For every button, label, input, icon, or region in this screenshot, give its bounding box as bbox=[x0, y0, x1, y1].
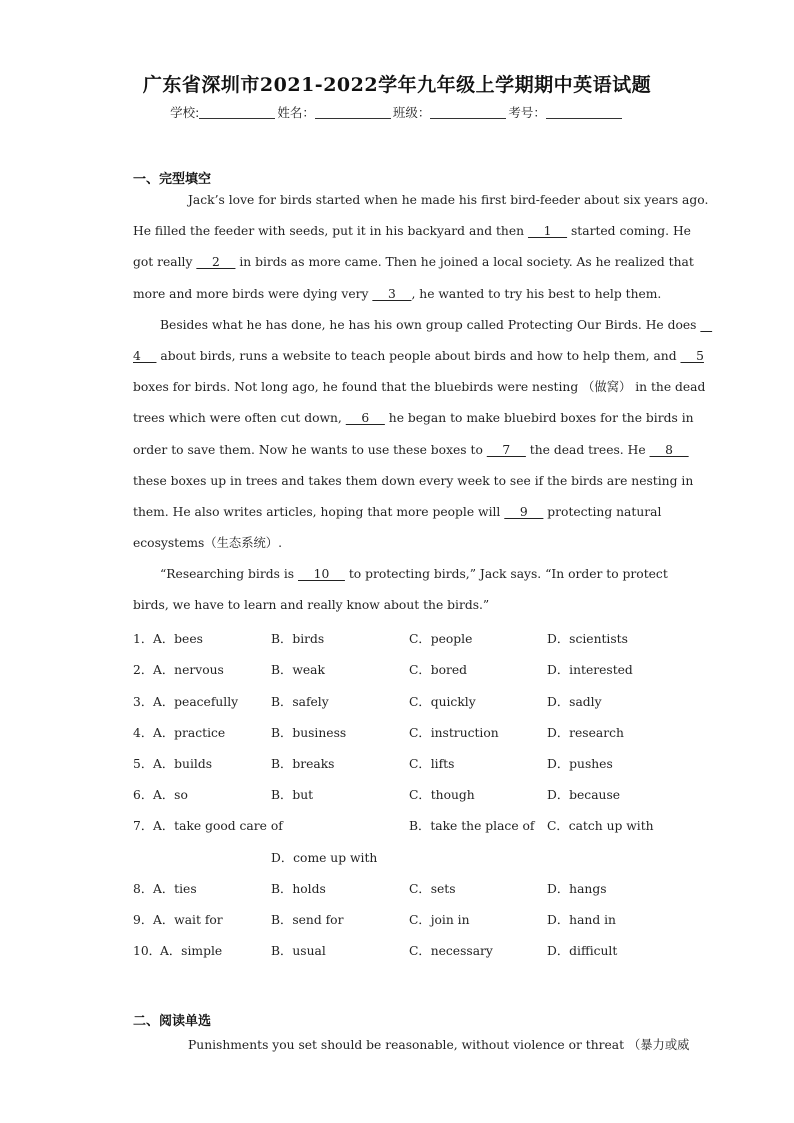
option-row-4: 4． A．practice B．business C．instruction D．research bbox=[133, 723, 673, 743]
option-2c[interactable]: C．bored bbox=[409, 663, 468, 677]
student-info-line bbox=[0, 103, 794, 121]
option-2b[interactable]: B．weak bbox=[271, 663, 325, 677]
passage-line: “Researching birds is 10 to protecting birds,” Jack says. “In order to protect bbox=[160, 567, 668, 582]
option-2a[interactable]: A．nervous bbox=[153, 663, 224, 677]
blank-6: 6 bbox=[345, 411, 385, 426]
blank-8: 8 bbox=[649, 442, 689, 457]
option-row-3: 3． A．peacefully B．safely C．quickly D．sadly bbox=[133, 692, 673, 712]
option-6c[interactable]: C．though bbox=[409, 788, 475, 802]
option-row-8: 8． A．ties B．holds C．sets D．hangs bbox=[133, 879, 673, 899]
option-4d[interactable]: D．research bbox=[547, 726, 624, 740]
blank-10: 10 bbox=[298, 567, 345, 582]
option-row-7: 7． A．take good care of B．take the place of C．catch up with bbox=[133, 816, 673, 836]
page-title: 广东省深圳市2021-2022学年九年级上学期期中英语试题 bbox=[142, 74, 652, 96]
passage-line: birds, we have to learn and really know about the birds.” bbox=[133, 598, 490, 613]
option-9a[interactable]: A．wait for bbox=[153, 913, 223, 927]
section-heading-cloze: 一、完型填空 bbox=[133, 172, 212, 187]
option-10a[interactable]: A．simple bbox=[160, 944, 223, 958]
option-7c[interactable]: C．catch up with bbox=[547, 819, 654, 833]
option-4a[interactable]: A．practice bbox=[153, 726, 226, 740]
option-8a[interactable]: A．ties bbox=[153, 882, 197, 896]
option-row-7-cont bbox=[133, 848, 673, 868]
option-2d[interactable]: D．interested bbox=[547, 663, 633, 677]
option-3a[interactable]: A．peacefully bbox=[153, 695, 239, 709]
option-5d[interactable]: D．pushes bbox=[547, 757, 613, 771]
blank-9: 9 bbox=[504, 504, 544, 519]
option-4b[interactable]: B．business bbox=[271, 726, 347, 740]
option-9d[interactable]: D．hand in bbox=[547, 913, 616, 927]
option-1c[interactable]: C．people bbox=[409, 632, 473, 646]
exam-no-blank[interactable] bbox=[546, 105, 622, 119]
passage-line: He filled the feeder with seeds, put it in his backyard and then 1 started coming. He bbox=[133, 224, 691, 239]
option-8d[interactable]: D．hangs bbox=[547, 882, 607, 896]
blank-7: 7 bbox=[486, 442, 526, 457]
option-row-5: 5． A．builds B．breaks C．lifts D．pushes bbox=[133, 754, 673, 774]
passage-line: ecosystems（生态系统）. bbox=[133, 536, 283, 551]
option-5a[interactable]: A．builds bbox=[153, 757, 213, 771]
option-6b[interactable]: B．but bbox=[271, 788, 314, 802]
option-7b[interactable]: B．take the place of bbox=[409, 819, 535, 833]
passage-line: them. He also writes articles, hoping that more people will 9 protecting natural bbox=[133, 504, 662, 519]
blank-3: 3 bbox=[372, 286, 412, 301]
passage-line: got really 2 in birds as more came. Then he joined a local society. As he realized that bbox=[133, 255, 694, 270]
class-label: 班级： bbox=[392, 105, 431, 120]
option-row-2: 2． A．nervous B．weak C．bored D．interested bbox=[133, 660, 673, 680]
exam-no-label: 考号： bbox=[508, 105, 546, 120]
passage-line: trees which were often cut down, 6 he began to make bluebird boxes for the birds in bbox=[133, 411, 694, 426]
reading-first-line: Punishments you set should be reasonable, without violence or threat （暴力或威 bbox=[188, 1038, 690, 1052]
passage-line: order to save them. Now he wants to use these boxes to 7 the dead trees. He 8 bbox=[133, 442, 689, 457]
option-4c[interactable]: C．instruction bbox=[409, 726, 499, 740]
option-6a[interactable]: A．so bbox=[153, 788, 188, 802]
option-row-1: 1． A．bees B．birds C．people D．scientists bbox=[133, 629, 673, 649]
option-7a[interactable]: A．take good care of bbox=[153, 819, 283, 833]
name-blank[interactable] bbox=[315, 105, 391, 119]
option-9b[interactable]: B．send for bbox=[271, 913, 344, 927]
blank-5: 5 bbox=[680, 348, 704, 363]
option-3b[interactable]: B．safely bbox=[271, 695, 329, 709]
option-row-10: 10． A．simple B．usual C．necessary D．difficult bbox=[133, 941, 673, 961]
passage-line: Besides what he has done, he has his own group called Protecting Our Birds. He does bbox=[160, 317, 701, 332]
cloze-passage bbox=[133, 185, 709, 622]
option-3c[interactable]: C．quickly bbox=[409, 695, 476, 709]
option-5c[interactable]: C．lifts bbox=[409, 757, 455, 771]
option-6d[interactable]: D．because bbox=[547, 788, 621, 802]
passage-line: Jack’s love for birds started when he made his first bird-feeder about six years ago. bbox=[188, 193, 709, 207]
option-5b[interactable]: B．breaks bbox=[271, 757, 335, 771]
school-label: 学校: bbox=[170, 105, 200, 120]
option-9c[interactable]: C．join in bbox=[409, 913, 470, 927]
option-8b[interactable]: B．holds bbox=[271, 882, 326, 896]
name-label: 姓名： bbox=[277, 105, 315, 120]
passage-line: more and more birds were dying very 3 , he wanted to try his best to help them. bbox=[133, 286, 662, 301]
option-row-9: 9． A．wait for B．send for C．join in D．hand in bbox=[133, 910, 673, 930]
option-10d[interactable]: D．difficult bbox=[547, 944, 618, 958]
blank-2: 2 bbox=[196, 255, 236, 270]
option-7d[interactable]: D．come up with bbox=[271, 851, 378, 865]
option-1b[interactable]: B．birds bbox=[271, 632, 325, 646]
blank-4: 4 bbox=[133, 348, 157, 363]
option-1d[interactable]: D．scientists bbox=[547, 632, 628, 646]
school-blank[interactable] bbox=[199, 105, 275, 119]
class-blank[interactable] bbox=[430, 105, 506, 119]
option-3d[interactable]: D．sadly bbox=[547, 695, 602, 709]
section-heading-reading: 二、阅读单选 bbox=[133, 1014, 212, 1029]
option-10b[interactable]: B．usual bbox=[271, 944, 326, 958]
option-row-6: 6． A．so B．but C．though D．because bbox=[133, 785, 673, 805]
option-1a[interactable]: A．bees bbox=[153, 632, 203, 646]
option-8c[interactable]: C．sets bbox=[409, 882, 456, 896]
passage-line: these boxes up in trees and takes them down every week to see if the birds are nesting in bbox=[133, 473, 694, 488]
passage-line: 4 about birds, runs a website to teach people about birds and how to help them, and 5 bbox=[133, 348, 704, 363]
blank-1: 1 bbox=[527, 224, 568, 239]
option-10c[interactable]: C．necessary bbox=[409, 944, 493, 958]
passage-line: boxes for birds. Not long ago, he found that the bluebirds were nesting （做窝） in the dead bbox=[133, 380, 706, 395]
